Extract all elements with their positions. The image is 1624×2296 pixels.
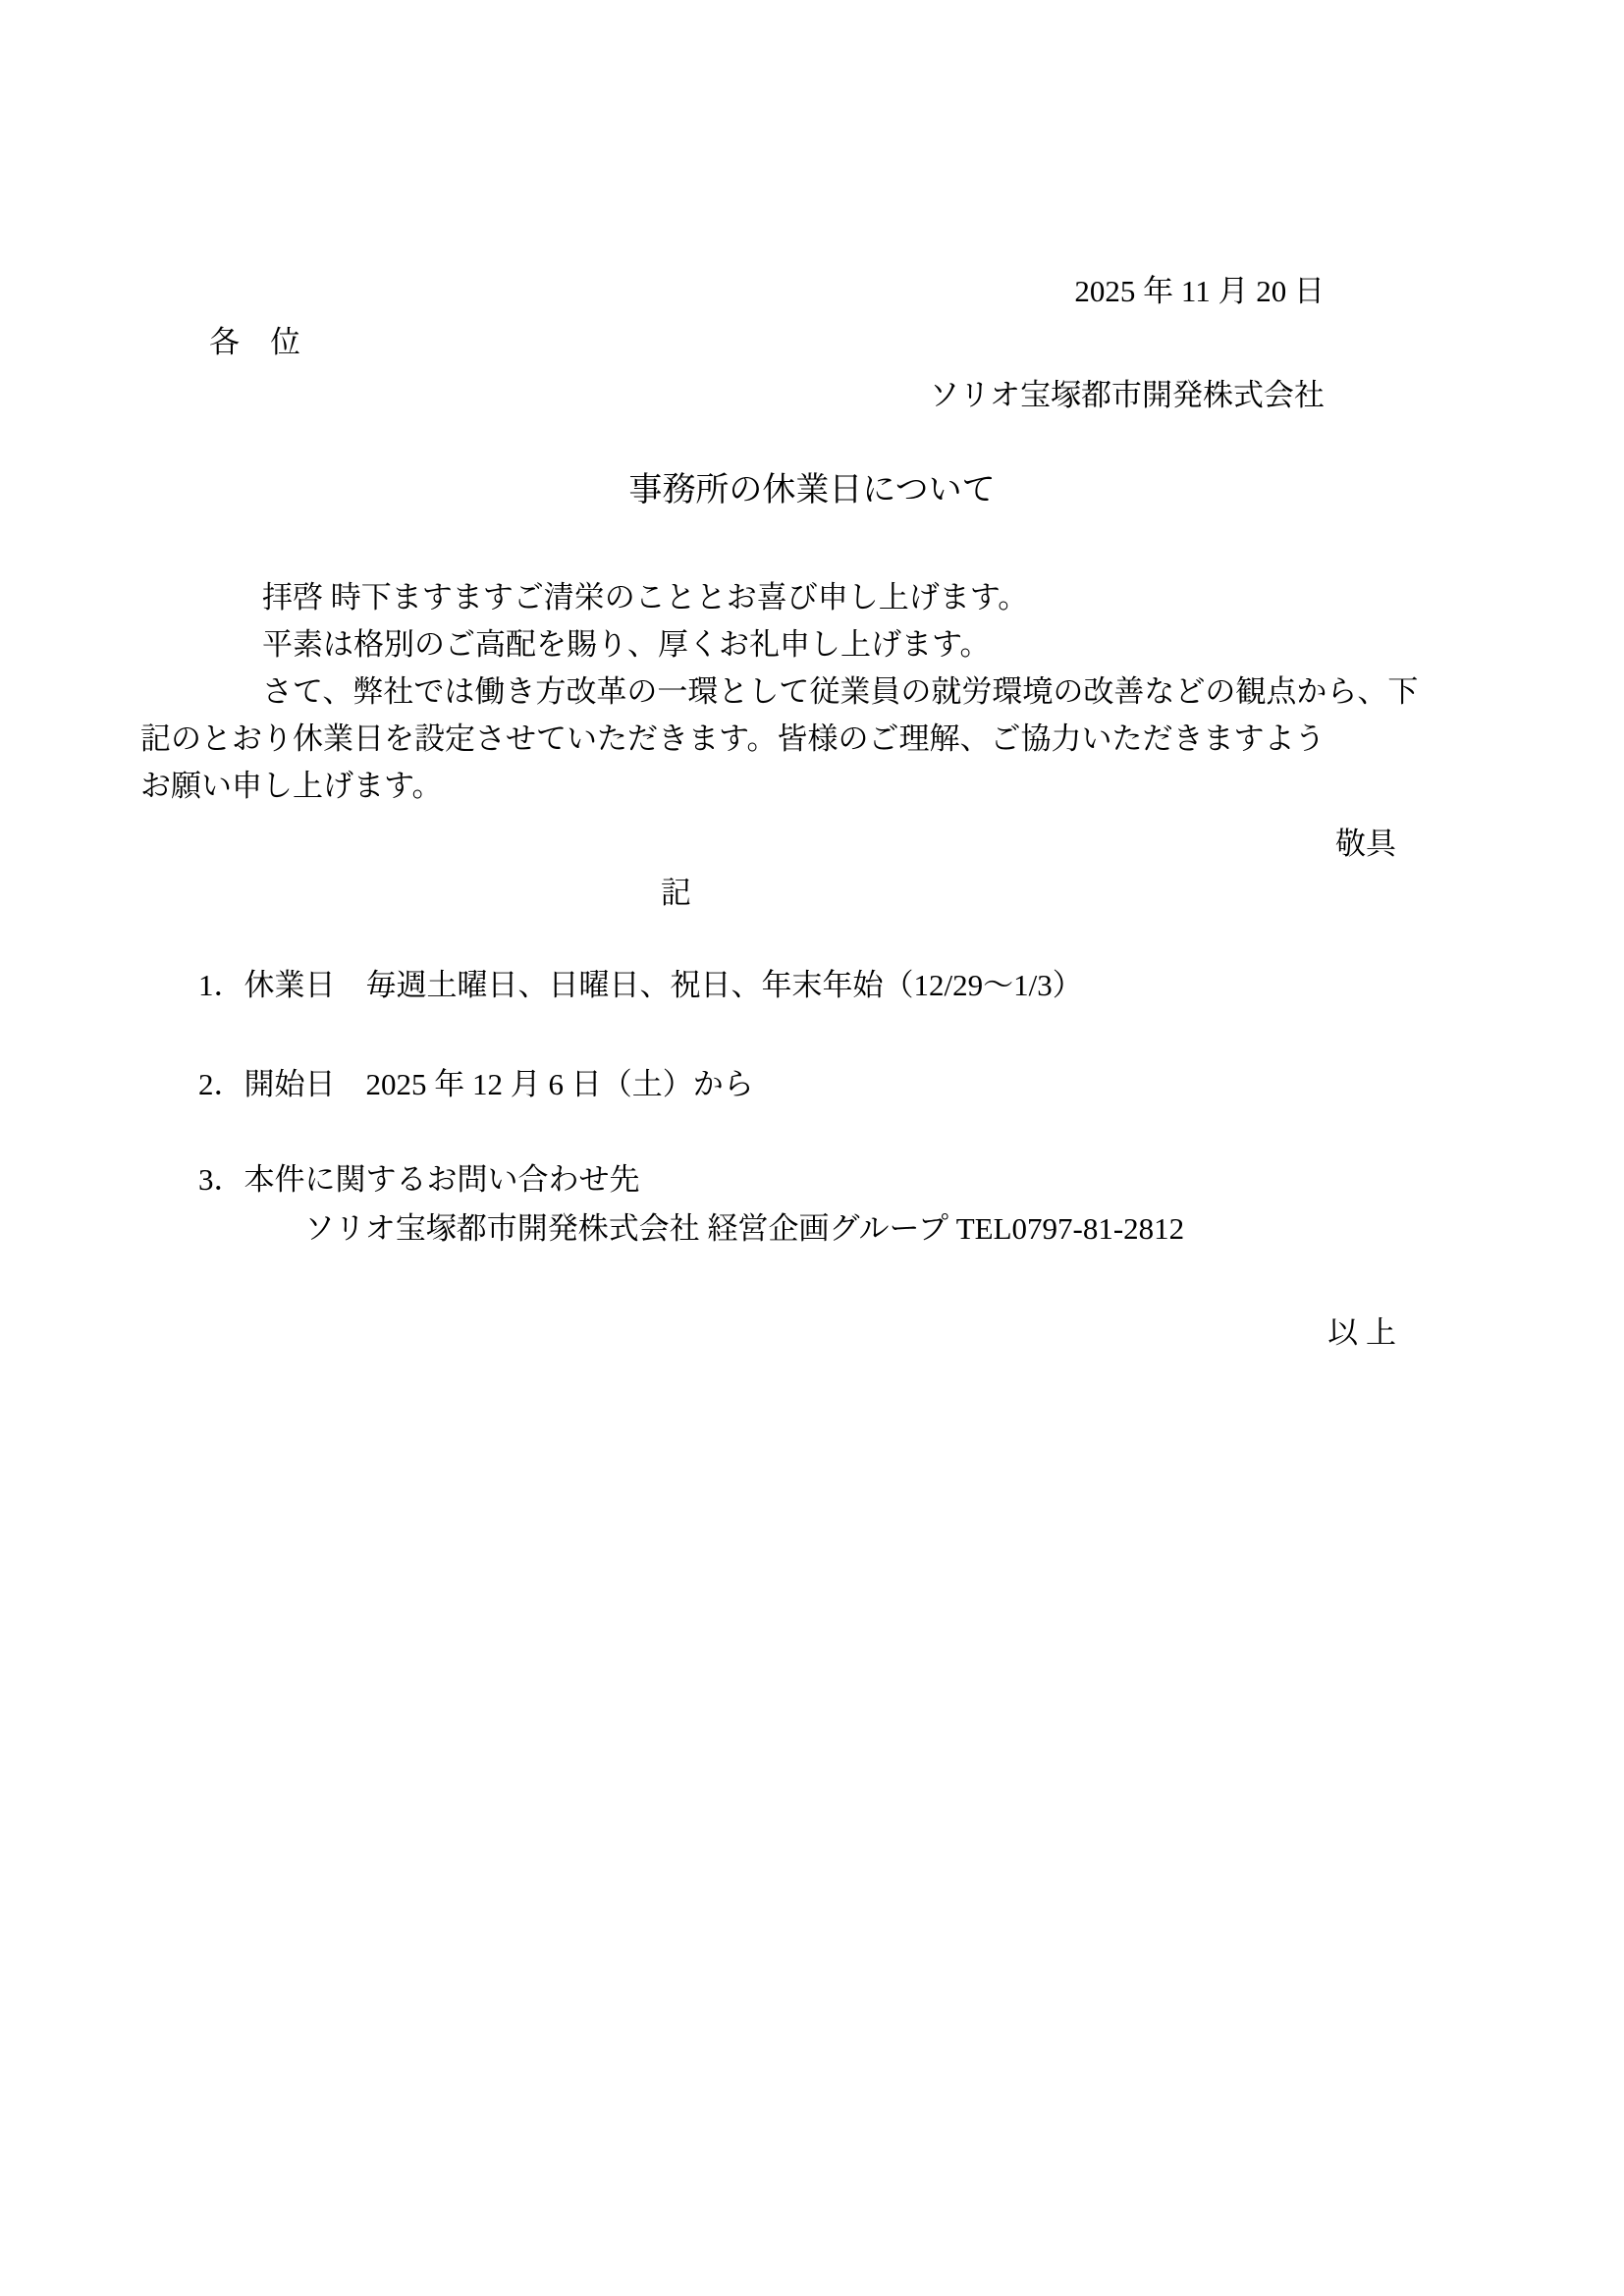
notice-marker-ki: 記 [661,876,691,910]
contact-info-line: ソリオ宝塚都市開発株式会社 経営企画グループ TEL0797-81-2812 [304,1211,1185,1246]
greeting-line-1: 拝啓 時下ますますご清栄のこととお喜び申し上げます。 [262,580,1029,614]
body-line-3: お願い申し上げます。 [140,769,443,803]
letter-title: 事務所の休業日について [628,472,996,508]
list-item-start-date: 2．開始日 2025 年 12 月 6 日（土）から [198,1067,754,1101]
sender-company: ソリオ宝塚都市開発株式会社 [929,378,1325,412]
body-line-2: 記のとおり休業日を設定させていただきます。皆様のご理解、ご協力いただきますよう [140,721,1326,756]
closing-keigu: 敬具 [1335,827,1396,861]
letter-body [0,574,1624,810]
body-line-1: さて、弊社では働き方改革の一環として従業員の就労環境の改善などの観点から、下 [262,674,1419,709]
recipient-salutation: 各 位 [209,325,300,359]
list-item-contact: 3．本件に関するお問い合わせ先 [198,1162,640,1197]
letter-date: 2025 年 11 月 20 日 [1074,274,1325,308]
greeting-line-2: 平素は格別のご高配を賜り、厚くお礼申し上げます。 [262,627,991,662]
end-marker-ijou: 以 上 [1327,1315,1396,1350]
list-item-holiday: 1．休業日 毎週土曜日、日曜日、祝日、年末年始（12/29～1/3） [198,968,1083,1002]
